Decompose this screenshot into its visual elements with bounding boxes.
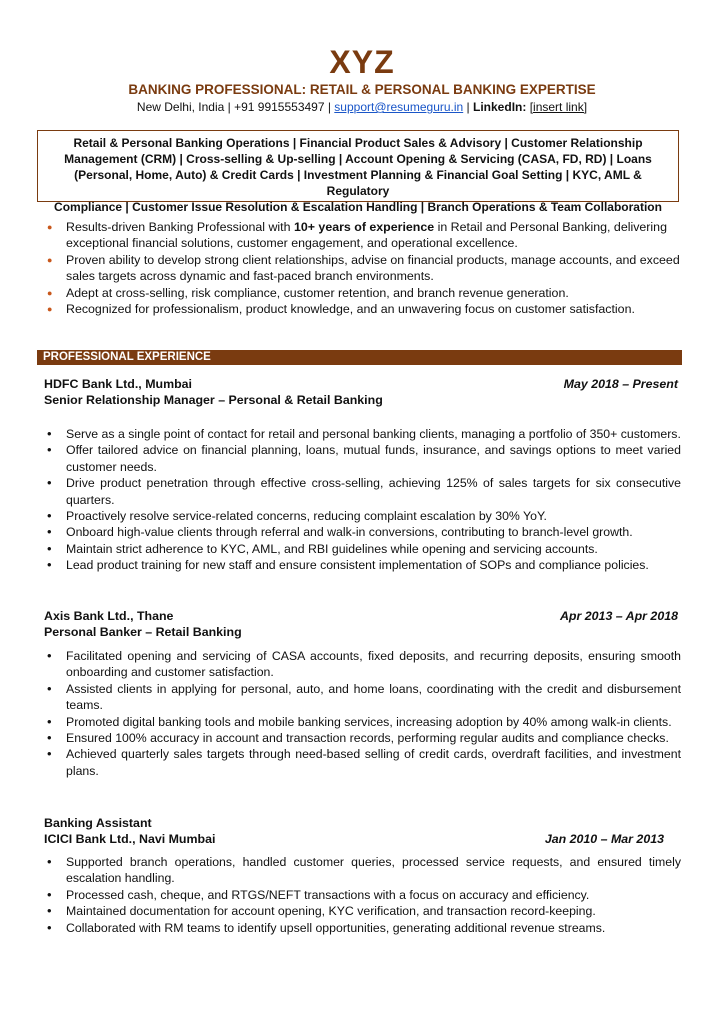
job-bullet: • Proactively resolve service-related concerns, reducing complaint escalation by 30% YoY. [45,508,681,524]
summary-list [45,219,685,317]
job-bullets [45,648,681,779]
job-bullet: • Onboard high-value clients through referral and walk-in conversions, contributing to branch-level growth. [45,524,681,540]
job-company-line [44,608,678,624]
summary-item: ● Proven ability to develop strong client relationships, advise on financial products, manage accounts, and exceed sales targets across dynamic and fast-paced branch environments. [45,252,685,285]
summary-item: ● Recognized for professionalism, product knowledge, and an unwavering focus on customer satisfaction. [45,301,685,317]
job-dates: May 2018 – Present [563,377,678,391]
job-bullets [45,426,681,574]
job-company: ICICI Bank Ltd., Navi Mumbai [44,832,216,846]
job-bullet: • Facilitated opening and servicing of CASA accounts, fixed deposits, and recurring deposits, ensuring smooth onboarding and customer satisfaction. [45,648,681,681]
candidate-name: XYZ [329,44,395,80]
job-bullets [45,854,681,936]
job-title: Banking Assistant [44,816,152,830]
job-company-line [44,831,664,847]
skills-box [37,130,679,214]
job-bullet: • Collaborated with RM teams to identify upsell opportunities, generating additional revenue streams. [45,920,681,936]
summary-text: in Retail and Personal Banking, delivering exceptional financial solutions, customer engagement, and operational excellence. [66,220,667,251]
resume-headline: BANKING PROFESSIONAL: RETAIL & PERSONAL BANKING EXPERTISE [128,82,596,97]
job-bullet: • Lead product training for new staff and ensure consistent implementation of SOPs and compliance policies. [45,557,681,573]
job-company-line [44,376,678,392]
job-title: Personal Banker – Retail Banking [44,625,242,639]
section-heading-experience: PROFESSIONAL EXPERIENCE [37,350,682,365]
job-company: HDFC Bank Ltd., Mumbai [44,377,192,391]
skills-line: Retail & Personal Banking Operations | Financial Product Sales & Advisory | Customer Relationship [73,136,643,150]
email-link[interactable]: support@resumeguru.in [334,100,464,114]
contact-line [0,100,724,115]
job-bullet: • Processed cash, cheque, and RTGS/NEFT transactions with a focus on accuracy and efficiency. [45,887,681,903]
job-dates: Jan 2010 – Mar 2013 [544,832,664,846]
linkedin-label: LinkedIn: [473,100,527,114]
skills-line: (Personal, Home, Auto) & Credit Cards | Investment Planning & Financial Goal Setting | KYC, AML & Regulatory [74,168,642,198]
job-company: Axis Bank Ltd., Thane [44,609,174,623]
summary-text: Results-driven Banking Professional with [66,220,294,234]
job-bullet: • Achieved quarterly sales targets through need-based selling of credit cards, overdraft facilities, and investment plans. [45,746,681,779]
job-bullet: • Offer tailored advice on financial planning, loans, mutual funds, insurance, and savings options to meet varied customer needs. [45,442,681,475]
job-bullet: • Ensured 100% accuracy in account and transaction records, performing regular audits and compliance checks. [45,730,681,746]
job-bullet: • Promoted digital banking tools and mobile banking services, increasing adoption by 40% among walk-in clients. [45,714,681,730]
job-bullet: • Drive product penetration through effective cross-selling, achieving 125% of sales targets for six consecutive quarters. [45,475,681,508]
skills-line: Management (CRM) | Cross-selling & Up-selling | Account Opening & Servicing (CASA, FD, RD) | Loans [64,152,652,166]
summary-highlight: 10+ years of experience [293,220,435,234]
job-bullet: • Assisted clients in applying for personal, auto, and home loans, coordinating with the credit and disbursement teams. [45,681,681,714]
job-dates: Apr 2013 – Apr 2018 [559,609,678,623]
contact-separator: | [463,100,474,114]
job-bullet: • Maintain strict adherence to KYC, AML, and RBI guidelines while opening and servicing accounts. [45,541,681,557]
job-bullet: • Maintained documentation for account opening, KYC verification, and transaction record-keeping. [45,903,681,919]
linkedin-link[interactable]: [insert link] [529,100,588,114]
contact-location-phone: New Delhi, India | +91 9915553497 | [136,100,335,114]
summary-item [45,219,685,252]
skills-line: Compliance | Customer Issue Resolution & Escalation Handling | Branch Operations & Team Collaboration [54,200,662,214]
job-bullet: • Serve as a single point of contact for retail and personal banking clients, managing a portfolio of 350+ customers. [45,426,681,442]
job-title: Senior Relationship Manager – Personal & Retail Banking [44,393,383,407]
job-bullet: • Supported branch operations, handled customer queries, processed service requests, and ensured timely escalation handling. [45,854,681,887]
summary-item: ● Adept at cross-selling, risk compliance, customer retention, and branch revenue generation. [45,285,685,301]
